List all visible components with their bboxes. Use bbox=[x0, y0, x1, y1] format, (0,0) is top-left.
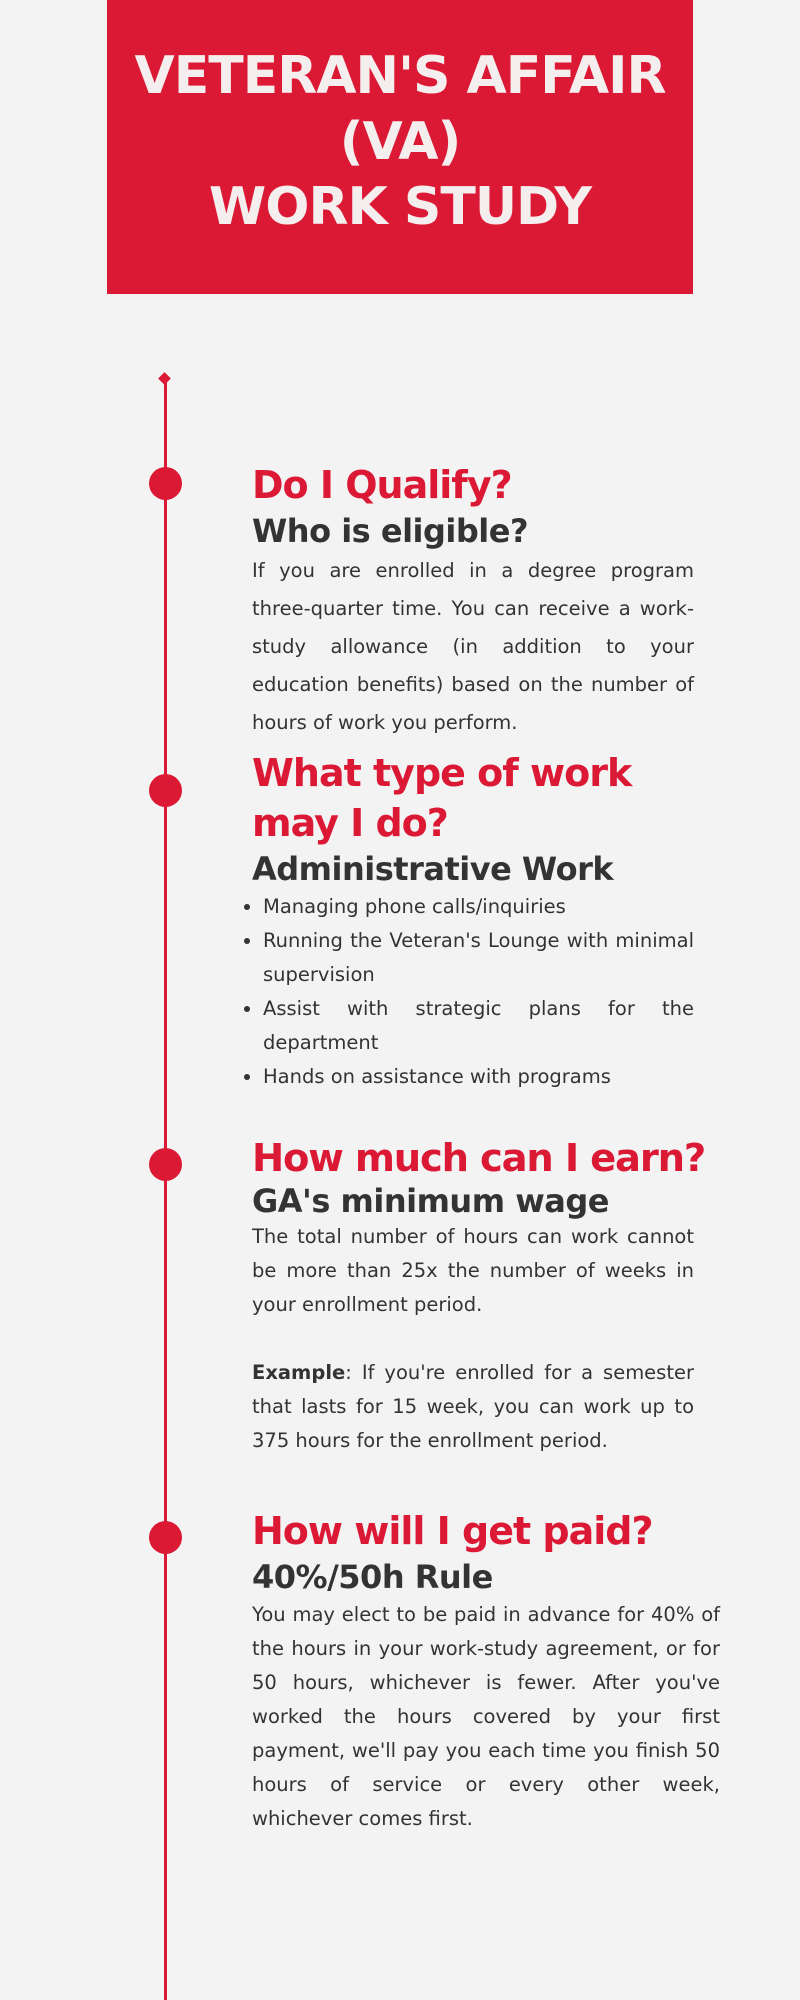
section-heading-line-1: What type of work bbox=[252, 751, 632, 795]
section-heading bbox=[252, 748, 694, 848]
section-heading-line-2: may I do? bbox=[252, 801, 448, 845]
title-line-3: WORK STUDY bbox=[208, 177, 592, 237]
list-item: Running the Veteran's Lounge with minimal supervision bbox=[252, 924, 694, 992]
section-body: The total number of hours can work cannot be more than 25x the number of weeks in your enrollment period. bbox=[252, 1225, 694, 1316]
section-heading: How much can I earn? bbox=[252, 1136, 705, 1181]
section-earnings bbox=[252, 1134, 712, 1458]
list-item: Assist with strategic plans for the department bbox=[252, 992, 694, 1060]
duties-list bbox=[252, 890, 694, 1094]
list-item: Managing phone calls/inquiries bbox=[252, 890, 694, 924]
section-heading: Do I Qualify? bbox=[252, 463, 512, 507]
section-subheading: 40%/50h Rule bbox=[252, 1558, 493, 1596]
timeline-line bbox=[164, 377, 167, 2000]
timeline-start-diamond bbox=[158, 372, 171, 385]
timeline-dot-earnings bbox=[149, 1148, 182, 1181]
example-text: : If you're enrolled for a semester that lasts for 15 week, you can work up to 375 hours for the enrollment period. bbox=[252, 1361, 694, 1452]
section-qualify bbox=[252, 460, 694, 742]
timeline-dot-work-type bbox=[149, 774, 182, 807]
section-body: You may elect to be paid in advance for 40% of the hours in your work-study agreement, or for 50 hours, whichever is fewer. After you've worked the hours covered by your first payment, we'll pay you each time you finish 50 hours of service or every other week, whichever comes first. bbox=[252, 1603, 720, 1830]
timeline-dot-qualify bbox=[149, 467, 182, 500]
section-body: If you are enrolled in a degree program three-quarter time. You can receive a work-study allowance (in addition to your education benefits) based on the number of hours of work you perform. bbox=[252, 559, 694, 734]
section-subheading: Who is eligible? bbox=[252, 512, 529, 550]
timeline-dot-payment bbox=[149, 1521, 182, 1554]
section-subheading: Administrative Work bbox=[252, 850, 614, 888]
example-paragraph bbox=[252, 1356, 694, 1458]
example-label: Example bbox=[252, 1361, 346, 1384]
title-banner bbox=[107, 0, 693, 294]
title-line-2: (VA) bbox=[339, 112, 461, 172]
list-item: Hands on assistance with programs bbox=[252, 1060, 694, 1094]
section-heading: How will I get paid? bbox=[252, 1509, 653, 1553]
title-line-1: VETERAN'S AFFAIR bbox=[134, 46, 666, 106]
section-subheading: GA's minimum wage bbox=[252, 1182, 609, 1220]
section-work-type bbox=[252, 748, 694, 1094]
section-payment bbox=[252, 1506, 720, 1836]
